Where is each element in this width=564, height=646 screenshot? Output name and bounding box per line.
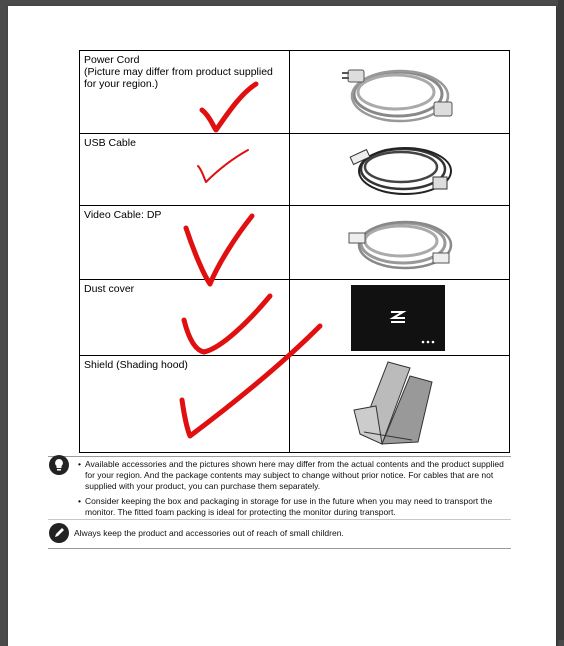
dp-cable-icon	[345, 211, 455, 275]
divider	[48, 456, 511, 457]
table-row	[80, 356, 510, 453]
note-packaging: Consider keeping the box and packaging in storage for use in the future when you may need to transport the monitor. The fitted foam packing is ideal for protecting the monitor during transport.	[85, 496, 493, 517]
bullet: •	[78, 459, 81, 469]
note-safety: Always keep the product and accessories out of reach of small children.	[74, 528, 344, 538]
dust-cover-icon	[351, 285, 445, 351]
note-accessories: Available accessories and the pictures shown here may differ from the actual contents and the product supplied for your region. And the package contents may subject to change without prior notice. For cables that are not supplied with your product, you can purchase them separately.	[85, 459, 504, 491]
shading-hood-icon	[352, 360, 442, 448]
accessory-label: Power Cord (Picture may differ from product supplied for your region.)	[84, 54, 273, 90]
pen-icon	[49, 523, 69, 543]
power-cord-icon	[340, 56, 460, 128]
accessory-label: Video Cable: DP	[84, 209, 162, 221]
table-row	[80, 51, 510, 134]
table-row	[80, 206, 510, 280]
accessories-table	[79, 50, 510, 453]
accessory-label: Dust cover	[84, 283, 135, 295]
table-row	[80, 134, 510, 206]
lightbulb-icon	[49, 455, 69, 475]
divider	[48, 519, 511, 520]
accessory-label: USB Cable	[84, 137, 136, 149]
table-row	[80, 280, 510, 356]
scrollbar[interactable]	[558, 0, 564, 640]
divider	[48, 548, 511, 549]
usb-cable-icon	[345, 139, 455, 201]
bullet: •	[78, 496, 81, 506]
accessory-label: Shield (Shading hood)	[84, 359, 188, 371]
